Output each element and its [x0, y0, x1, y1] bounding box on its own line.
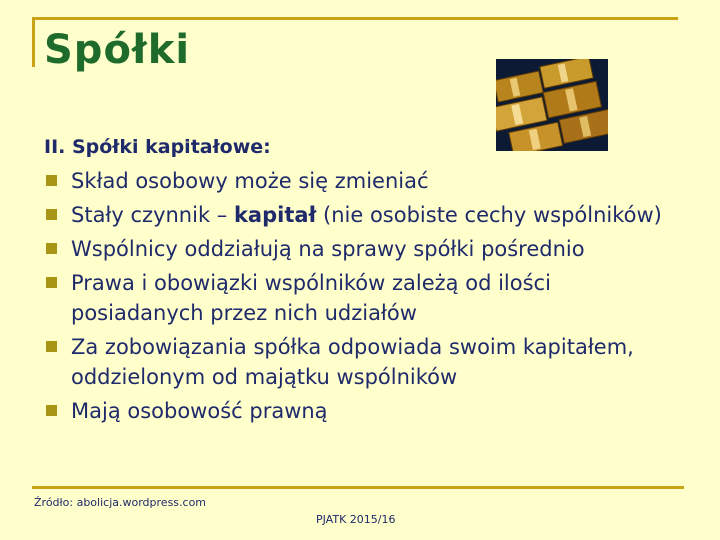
bullet-text: Za zobowiązania spółka odpowiada swoim kapitałem, oddzielonym od majątku wspólników	[71, 335, 634, 389]
square-bullet-icon	[46, 405, 57, 416]
bullet-item	[44, 268, 684, 328]
subtitle: II. Spółki kapitałowe:	[44, 136, 271, 158]
money-stacks-image	[496, 59, 608, 151]
bullet-item	[44, 396, 684, 426]
top-vertical-rule	[32, 17, 35, 67]
slide-title: Spółki	[44, 27, 191, 73]
bullet-text-post: (nie osobiste cechy wspólników)	[316, 203, 662, 227]
source-note: Źródło: abolicja.wordpress.com	[34, 496, 207, 509]
bullet-text: Mają osobowość prawną	[71, 399, 328, 423]
bullet-item	[44, 332, 684, 392]
footer-text: PJATK 2015/16	[316, 513, 396, 526]
bullet-item	[44, 200, 684, 230]
square-bullet-icon	[46, 175, 57, 186]
bullet-list	[44, 166, 684, 430]
top-horizontal-rule	[32, 17, 678, 20]
bottom-rule	[32, 486, 684, 489]
square-bullet-icon	[46, 243, 57, 254]
bullet-text-bold: kapitał	[233, 203, 317, 227]
bullet-text: Wspólnicy oddziałują na sprawy spółki pośrednio	[71, 237, 585, 261]
bullet-text: Skład osobowy może się zmieniać	[71, 169, 429, 193]
bullet-item	[44, 166, 684, 196]
square-bullet-icon	[46, 277, 57, 288]
bullet-item	[44, 234, 684, 264]
bullet-text-pre: Stały czynnik –	[71, 203, 234, 227]
square-bullet-icon	[46, 209, 57, 220]
square-bullet-icon	[46, 341, 57, 352]
bullet-text: Prawa i obowiązki wspólników zależą od ilości posiadanych przez nich udziałów	[71, 271, 551, 325]
